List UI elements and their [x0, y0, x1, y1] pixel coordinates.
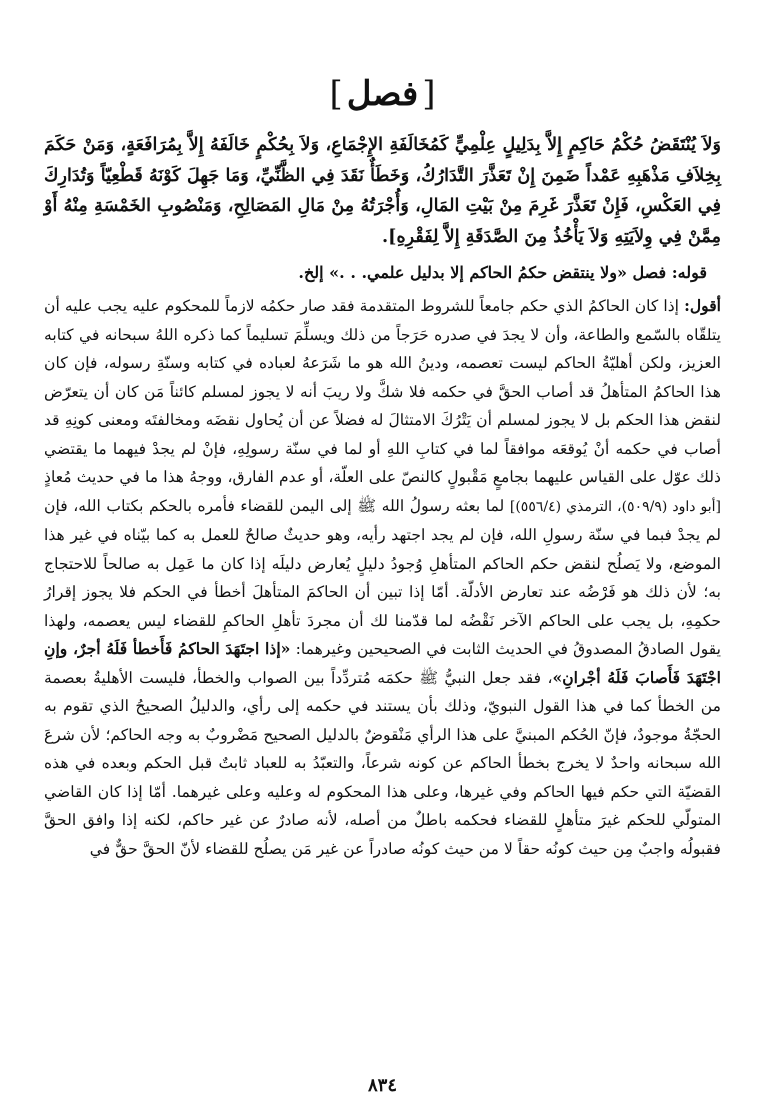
- commentary-part-2: لما بعثه رسولُ الله ﷺ إلى اليمن للقضاء فأمره بالحكم بكتاب الله، فإن لم يجدْ فبما في سنّة رسولِ الله، فإن لم يجد اجتهد رأيه، وهو حديثٌ صالحٌ للعمل به كما بيّناه في غير هذا الموضع، ولا يَصلُح لنقض حكم الحاكم المتأهلِ وُجودُ دليلٍ يُعارض دليلَه إذا كان ما عَمِل به صالحاً للاحتجاج به؛ لأن ذلك هو فَرْضُه عند تعارض الأدلّة. أمّا إذا تبين أن الحاكمَ المتأهلَ أخطأ في الحكم فلا يجوز إقرارُ حكمِهِ، بل يجب على الحاكم الآخر نَقْضُه لما قدّمنا لك أن مجردَ تأهلِ الحاكمِ للقضاء ليس يعصمه، ولهذا يقول الصادقُ المصدوقُ في الحديث الثابت في الصحيحين وغيرهما:: [44, 496, 721, 658]
- commentary-part-3: ، فقد جعل النبيُّ ﷺ حكمَه مُتردِّداً بين الصواب والخطأ، فليست الأهليةُ بعصمة من الخطأ كما في هذا القول النبويّ، وذلك بأن يستند في حكمه إلى رأي، والدليلُ الصحيحُ الذي تقوم به الحجّةُ موجودٌ، فإنّ الحُكم المبنيَّ على هذا الرأي مَنْقوضٌ بالدليل الصحيح مَضْروبٌ به وجه الحاكم؛ لأن شرعَ الله سبحانه واحدٌ لا يخرج بخطأ الحاكم عن كونه شرعاً، والتعبّدُ به للعباد ثابتٌ قبل الحكم وبعده في هذه القضيّة التي حكم فيها الحاكم وفي غيرها، وعلى هذا المحكوم له وعليه وعلى غيرهما. أمّا إذا كان القاضي المتولّي للحكم غيرَ متأهلٍ للقضاء فحكمه باطلٌ من أصله، لأنه صادرٌ عن غير حاكم، لكنه إذا وافق الحقَّ فقبولُه واجبٌ مِن حيث كونُه حقاً لا من حيث كونُه صادراً عن غير مَن يصلُح للقضاء لأنّ الحقَّ حقٌّ في: [44, 668, 721, 858]
- commentary-body: [44, 292, 721, 863]
- heading-close-bracket: ]: [329, 74, 343, 114]
- commentary-quote: قوله: فصل «ولا ينتقض حكمُ الحاكم إلا بدليل علمي. . .» إلخ.: [298, 263, 707, 282]
- hadith-quote: «إذا اجتَهَدَ الحاكمُ فَأَخطأ فَلَهُ أجرٌ، وإنِ اجْتَهَدَ فَأَصابَ فَلَهُ أجْرانِ»: [44, 639, 721, 687]
- matn-text: وَلاَ يُنْتَقَضُ حُكْمُ حَاكِمٍ إِلاَّ بِدَلِيلٍ عِلْمِيٍّ كَمُخَالَفَةِ الإِجْمَاعِ، وَلاَ بِحُكْمٍ خَالَفَهُ إِلاَّ بِمُرَافَعَةٍ، وَمَنْ حَكَمَ بِخِلاَفِ مَذْهَبِهِ عَمْداً ضَمِنَ إِنْ تَعَذَّرَ التَّدَارُكُ، وَخَطَأٌ نَقَدَ فِي الظَّنِّيِّ، وَمَا جَهِلَ كَوْنَهُ قَطْعِيّاً وَتُدَارِكَ فِي العَكْسِ، فَإِنْ تَعَذَّرَ غَرِمَ مِنْ بَيْتِ المَالِ، وَأُجْرَتُهُ مِنْ مَالِ المَصَالِحِ، وَمَنْصُوبِ الخَمْسَةِ مِنْهُ أَوْ مِمَّنْ فِي وِلاَيَتِهِ وَلاَ يَأْخُذُ مِنَ الصَّدَقَةِ إِلاَّ لِفَقْرِهِ].: [44, 134, 721, 247]
- section-heading: [44, 72, 721, 122]
- heading-open-bracket: [: [422, 74, 436, 114]
- hadith-reference: [أبو داود (٥٠٩/٩)، الترمذي (٥٥٦/٤)]: [509, 498, 721, 515]
- heading-title: فصل: [346, 74, 419, 114]
- commentary-lead: أقول:: [684, 296, 721, 315]
- page-number: ٨٣٤: [367, 1075, 397, 1096]
- commentary-part-1: إذا كان الحاكمُ الذي حكم جامعاً للشروط المتقدمة فقد صار حكمُه لازماً للمحكوم عليه يجب عليه أن يتلقّاه بالسّمع والطاعة، وأن لا يجدَ في صدره حَرَجاً من ذلك ويسلِّمَ تسليماً كما ذكره اللهُ سبحانه في كتابه العزيز، ولكن أهليّةُ الحاكم ليست تعصمه، ودينُ الله هو ما شَرَعهُ لعباده في كتابه وسنّةِ رسوله، فإن كان هذا الحاكمُ المتأهلُ قد أصاب الحقَّ في حكمه فلا شكَّ ولا ريبَ أنه لا يجوز لمسلم كائناً مَن كان أن يتعرّض لنقض هذا الحكم بل لا يجوز لمسلم أن يَتْرُكَ الامتثالَ له فضلاً عن أن يُحاول نقضَه ومخالفتَه ومعنى كونِهِ قد أصاب في حكمه أنْ يُوقعَه موافقاً لما في كتابِ اللهِ أو لما في سنّة رسولِهِ، فإنْ لم يجدْ فيهما ما يقتضي ذلك عوّل على القياس عليهما بجامعٍ مَقْبولٍ كالنصّ على العلّة، أو عدم الفارق، ووجهُ هذا ما في حديث مُعاذٍ: [44, 297, 721, 486]
